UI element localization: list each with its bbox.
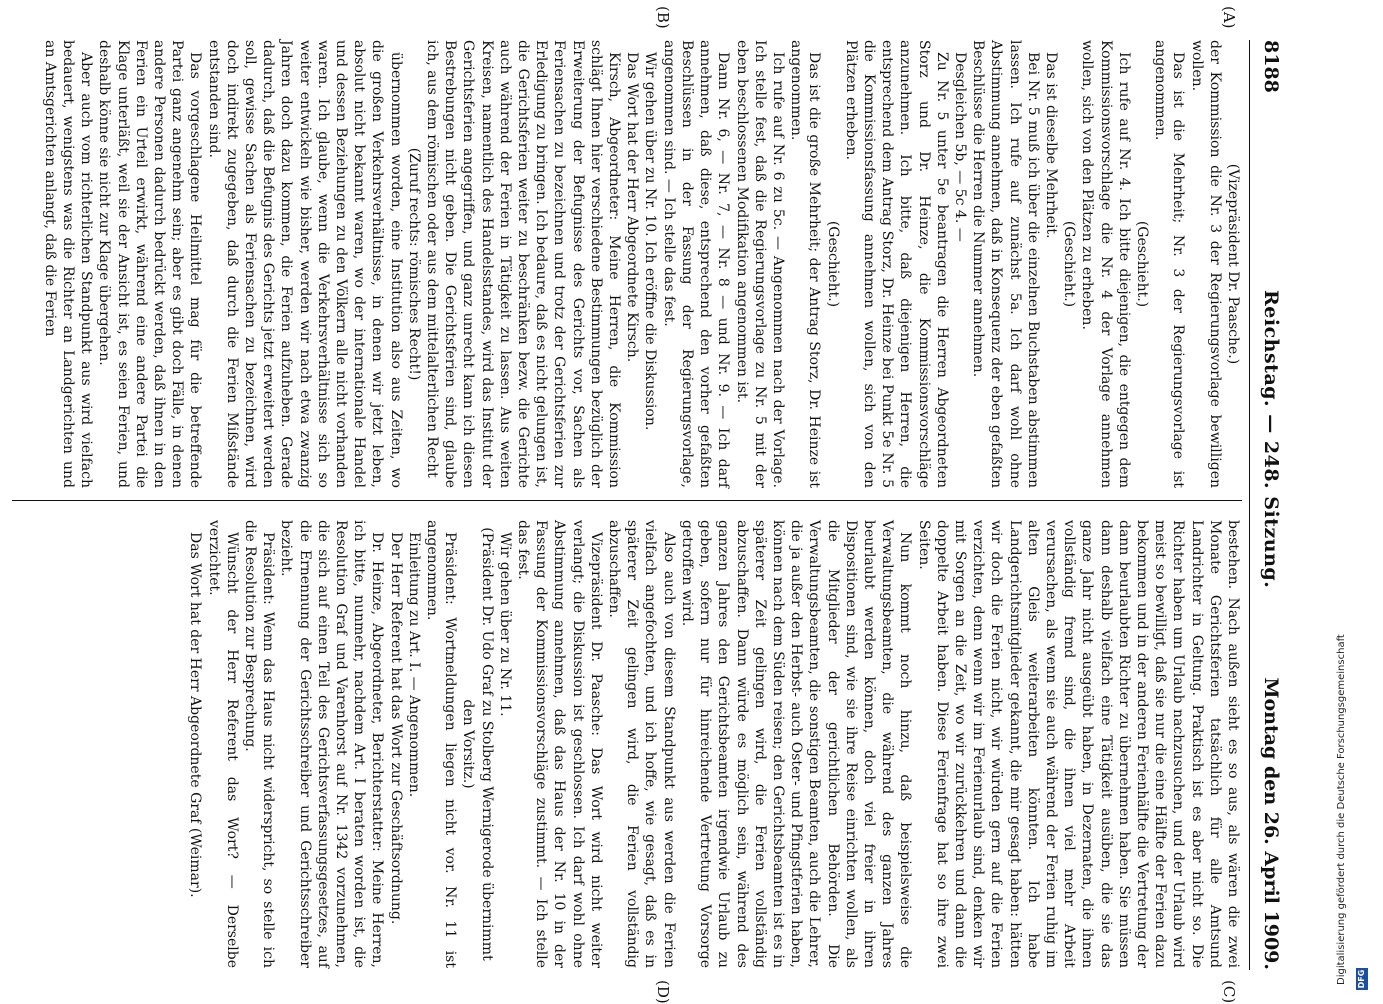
header-rule	[1249, 40, 1250, 970]
paragraph: Dann Nr. 6, — Nr. 7, — Nr. 8 — und Nr. 9. — Ich darf annehmen, daß diese, entsprechend den vorher gefaßten Beschlüssen in der Fassung der Regierungsvorlage, angenommen sind. — Ich stelle das fest.	[660, 40, 732, 488]
paragraph: Das vorgeschlagene Heilmittel mag für die betreffende Partei ganz angenehm sein; aber es gibt doch Fälle, in denen andere Personen dadurch bedrückt werden, daß ihnen in den Ferien ein Urteil erwirkt, während eine andere Partei die Klage unterläßt, weil sie der Ansicht ist, es seien Ferien, und deshalb könne sie nicht zur Klage übergehen.	[96, 40, 204, 488]
column-divider	[12, 500, 1242, 501]
running-title: Reichstag. — 248. Sitzung.	[1260, 290, 1282, 589]
paragraph: Einleitung zu Art. I. — Angenommen.	[405, 532, 422, 798]
paragraph: (Geschieht.)	[1061, 220, 1078, 308]
paragraph: Das ist die Mehrheit; Nr. 3 der Regierungsvorlage ist angenommen.	[1152, 40, 1187, 488]
paragraph: Das Wort hat der Herr Abgeordnete Graf (Weimar).	[187, 532, 204, 898]
page-header	[1254, 40, 1282, 970]
page-number: 8188	[1260, 40, 1282, 93]
session-date: Montag den 26. April 1909.	[1260, 677, 1282, 970]
paragraph: der Kommission die Nr. 3 der Regierungsvorlage bewilligen wollen.	[1188, 40, 1223, 488]
paragraph: Aber auch vom richterlichen Standpunkt aus wird vielfach bedauert, wenigstens was die Richter an Landgerichten und an Amtsgerichten anlangt, daß die Ferien	[41, 40, 95, 488]
paragraph: (Geschieht.)	[1133, 220, 1150, 308]
paragraph: Zu Nr. 5 unter 5e beantragen die Herren Abgeordneten Storz und Dr. Heinze, die Kommissionsvorschläge anzunehmen. Ich bitte, daß diejenigen Herren, die entsprechend dem Antrag Storz, Dr. Heinze bei Punkt 5e Nr. 5 die Kommissionsfassung annehmen wollen, sich von den Plätzen erheben.	[842, 40, 950, 488]
paragraph: (Geschieht.)	[824, 220, 841, 308]
digitization-credit: Digitalisierung gefördert durch die Deutsche Forschungsgemeinschaft	[1336, 634, 1347, 985]
paragraph: Kirsch, Abgeordneter: Meine Herren, die Kommission schlägt Ihnen hier verschiedene Bestimmungen bezüglich der Erweiterung der Befugnisse des Gerichts vor, Sachen als Feriensachen zu bezeichnen und trotz der Gerichtsferien zur Erledigung zu bringen. Ich bedaure, daß es nicht gelungen ist, die Gerichtsferien weiter zu beschränken bezw. die Gerichte auch während der Ferien in Tätigkeit zu lassen. Aus weiten Kreisen, namentlich des Handelsstandes, wird das Institut der Gerichtsferien angegriffen, und ganz unrecht kann ich diesen Bestrebungen nicht geben. Die Gerichtsferien sind, glaube ich, aus dem römischen oder aus dem mittelalterlichen Recht	[424, 40, 623, 488]
paragraph: bestehen. Nach außen sieht es so aus, als wären die zwei Monate Gerichtsferien tatsächlich für alle Amtsund Landrichter in Geltung. Praktisch ist es aber nicht so. Die Richter haben um Urlaub nachzusuchen, und der Urlaub wird meist so bewilligt, daß sie nur die eine Hälfte der Ferien dazu bekommen und in der anderen Ferienhälfte die Vertretung der dann beurlaubten Richter zu übernehmen haben. Sie müssen dann deshalb vielfach eine Tätigkeit ausüben, die sie das ganze Jahr nicht ausgeübt haben, in Dezernaten, die ihnen vollständig fremd sind, die ihnen viel mehr Arbeit verursachen, als wenn sie auch während der Ferien ruhig im alten Gleis weiterarbeiten könnten. Ich habe Landgerichtsmitglieder gekannt, die mir gesagt haben: hätten wir doch die Ferien nicht, wir würden gern auf die Ferien verzichten, denn wenn wir im Ferienurlaub sind, denken wir mit Sorgen an die Zeit, wo wir zurückkehren und dann die doppelte Arbeit haben. Diese Ferienfrage hat so ihre zwei Seiten.	[915, 520, 1241, 968]
margin-marker-b: (B)	[654, 6, 672, 29]
paragraph: Das ist die große Mehrheit; der Antrag Storz, Dr. Heinze ist angenommen.	[788, 40, 823, 488]
paragraph: Nun kommt noch hinzu, daß beispielsweise die Verwaltungsbeamten, die während des ganzen Jahres beurlaubt werden können, doch viel freier in ihren Dispositionen sind, wie sie ihre Reise einrichten wollen, als die Mitglieder der gerichtlichen Behörden. Die Verwaltungsbeamten, die sonstigen Beamten, auch die Lehrer, die ja außer den Herbst- auch Oster- und Pfingstferien haben, können nach dem Süden reisen; den Gerichtsbeamten ist es in späterer Zeit gelingen wird, die Ferien vollständig abzuschaffen. Dann würde es möglich sein, während des ganzen Jahres den Gerichtsbeamten irgendwie Urlaub zu geben, sofern nur für hinreichende Vertretung Vorsorge getroffen wird.	[678, 520, 914, 968]
paragraph: (Zuruf rechts: römisches Recht!)	[405, 147, 422, 381]
right-text-column	[186, 520, 1242, 968]
paragraph: Ich rufe auf Nr. 4. Ich bitte diejenigen, die entgegen dem Kommissionsvorschlage die Nr. 4 der Vorlage annehmen wollen, sich von den Plätzen zu erheben.	[1079, 40, 1132, 488]
paragraph: Also auch von diesem Standpunkt aus werden die Ferien vielfach angefochten, und ich hoffe, wie gesagt, daß es in späterer Zeit gelingen wird, die Ferien vollständig abzuschaffen.	[606, 520, 677, 968]
paragraph: (Präsident Dr. Udo Graf zu Stolberg Wernigerode übernimmt den Vorsitz.)	[460, 527, 495, 961]
paragraph: übernommen worden, eine Institution also aus Zeiten, wo die großen Verkehrsverhältnisse, in denen wir jetzt leben, absolut nicht bekannt waren, wo der internationale Handel und dessen Beziehungen zu den Völkern alle nicht vorhanden waren. Ich glaube, wenn die Verkehrsverhältnisse sich so weiter entwickeln wie bisher, werden wir nach etwa zwanzig Jahren doch dazu kommen, die Ferien aufzuheben. Gerade dadurch, daß die Befugnis des Gerichts jetzt erweitert werden soll, gewisse Sachen als Feriensachen zu bezeichnen, wird doch indirekt zugegeben, daß durch die Ferien Mißstände entstanden sind.	[205, 40, 404, 488]
paragraph: Präsident: Wenn das Haus nicht widerspricht, so stelle ich die Resolution zur Besprechung.	[242, 520, 277, 968]
paragraph: Bei Nr. 5 muß ich über die einzelnen Buchstaben abstimmen lassen. Ich rufe auf zunächst 5a. Ich darf wohl ohne Abstimmung annehmen, daß in Konsequenz der eben gefaßten Beschlüsse die Herren die Nummer annehmen.	[970, 40, 1041, 488]
paragraph: Wir gehen über zu Nr. 10. Ich eröffne die Diskussion.	[642, 52, 659, 431]
paragraph: Vizepräsident Dr. Paasche: Das Wort wird nicht weiter verlangt; die Diskussion ist geschlossen. Ich darf wohl ohne Abstimmung annehmen, daß das Haus der Nr. 10 in der Fassung der Kommissionsvorschläge zustimmt. — Ich stelle das fest.	[515, 520, 604, 968]
paragraph: Wünscht der Herr Referent das Wort? — Derselbe verzichtet.	[205, 520, 240, 968]
paragraph: Wir gehen über zu Nr. 11.	[496, 532, 513, 717]
paragraph: Präsident: Wortmeldungen liegen nicht vor. Nr. 11 ist angenommen.	[424, 520, 459, 968]
paragraph: (Vizepräsident Dr. Paasche.)	[1225, 163, 1241, 365]
dfg-logo: DFG	[1357, 969, 1366, 989]
paragraph: Dr. Heinze, Abgeordneter, Berichterstatter: Meine Herren, ich bitte, nunmehr, nachdem Art. I beraten worden ist, die Resolution Graf und Varenhorst auf Nr. 1342 vorzunehmen, die sich auf einen Teil des Gerichtsverfassungsgesetzes, auf die Ernennung der Gerichtsschreiber und Gerichtsschreiber bezieht.	[278, 520, 386, 968]
paragraph: Der Herr Referent hat das Wort zur Geschäftsordnung.	[387, 532, 404, 925]
paragraph: Das Wort hat der Herr Abgeordnete Kirsch.	[624, 52, 641, 363]
margin-marker-d: (D)	[654, 980, 672, 1004]
margin-marker-c: (C)	[1220, 980, 1238, 1004]
margin-marker-a: (A)	[1220, 6, 1238, 29]
paragraph: Desgleichen 5b, — 5c 4. —	[951, 52, 968, 242]
left-text-column	[41, 40, 1242, 488]
paragraph: Das ist dieselbe Mehrheit.	[1042, 52, 1059, 239]
paragraph: Ich rufe auf Nr. 6 zu 5c. — Angenommen nach der Vorlage. Ich stelle fest, daß die Regierungsvorlage zu Nr. 5 mit der eben beschlossenen Modifikation angenommen ist.	[733, 40, 786, 488]
